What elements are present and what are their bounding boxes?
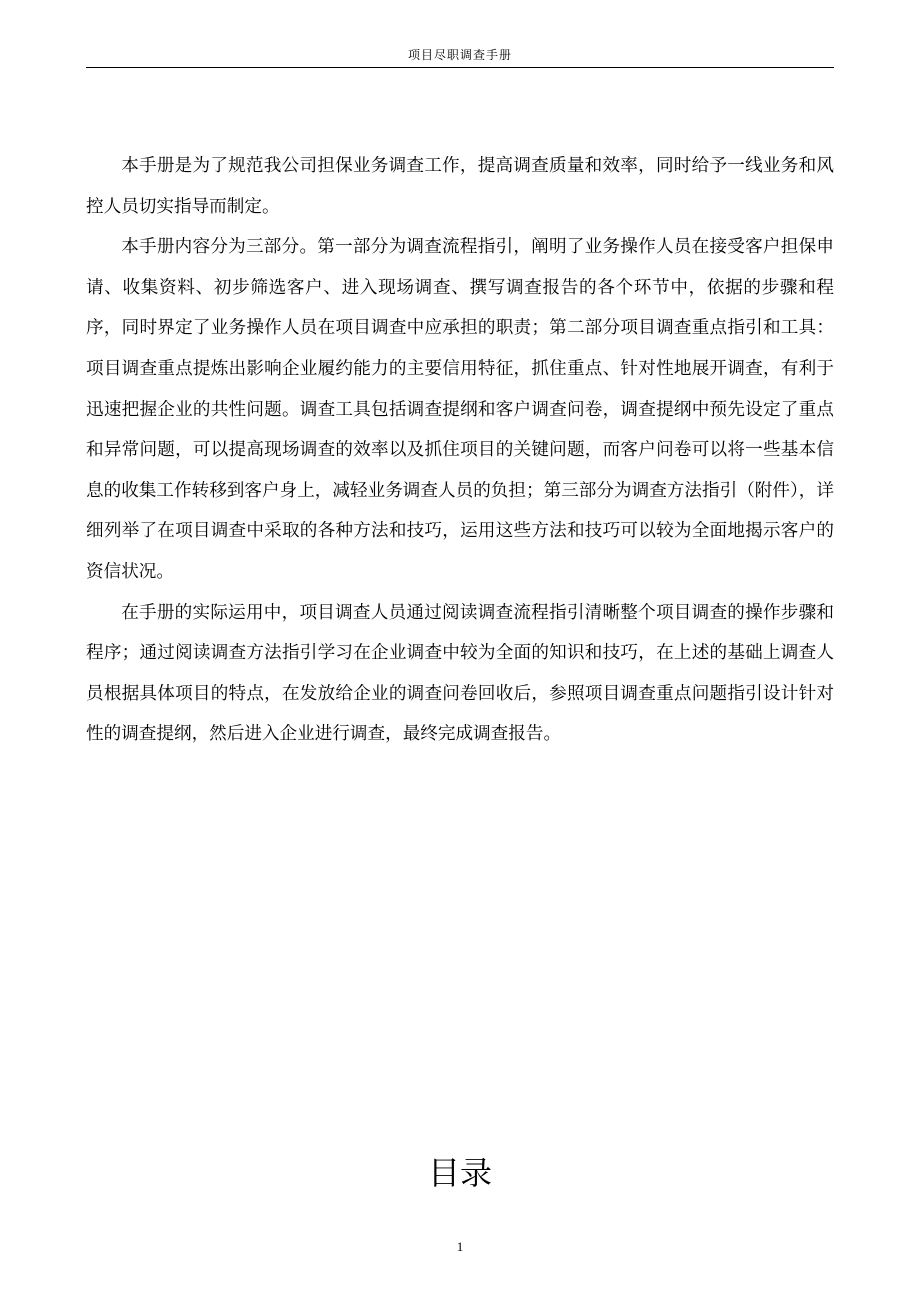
table-of-contents-heading: 目录 bbox=[427, 1154, 492, 1192]
paragraph-usage: 在手册的实际运用中，项目调查人员通过阅读调查流程指引清晰整个项目调查的操作步骤和程序；通过阅读调查方法指引学习在企业调查中较为全面的知识和技巧，在上述的基础上调查人员根据具体项目的特点，在发放给企业的调查问卷回收后，参照项目调查重点问题指引设计针对性的调查提纲，然后进入企业进行调查，最终完成调查报告。 bbox=[86, 602, 834, 745]
paragraph-contents: 本手册内容分为三部分。第一部分为调查流程指引，阐明了业务操作人员在接受客户担保申请、收集资料、初步筛选客户、进入现场调查、撰写调查报告的各个环节中，依据的步骤和程序，同时界定了业务操作人员在项目调查中应承担的职责；第二部分项目调查重点指引和工具：项目调查重点提炼出影响企业履约能力的主要信用特征，抓住重点、针对性地展开调查，有利于迅速把握企业的共性问题。调查工具包括调查提纲和客户调查问卷，调查提纲中预先设定了重点和异常问题，可以提高现场调查的效率以及抓住项目的关键问题，而客户问卷可以将一些基本信息的收集工作转移到客户身上，减轻业务调查人员的负担；第三部分为调查方法指引（附件），详细列举了在项目调查中采取的各种方法和技巧，运用这些方法和技巧可以较为全面地揭示客户的资信状况。 bbox=[86, 237, 834, 582]
paragraph-purpose: 本手册是为了规范我公司担保业务调查工作，提高调查质量和效率，同时给予一线业务和风控人员切实指导而制定。 bbox=[86, 156, 834, 217]
page-header-title: 项目尽职调查手册 bbox=[407, 48, 512, 62]
page-number: 1 bbox=[456, 1239, 464, 1254]
preface-body bbox=[86, 146, 834, 755]
header-divider bbox=[86, 67, 834, 68]
